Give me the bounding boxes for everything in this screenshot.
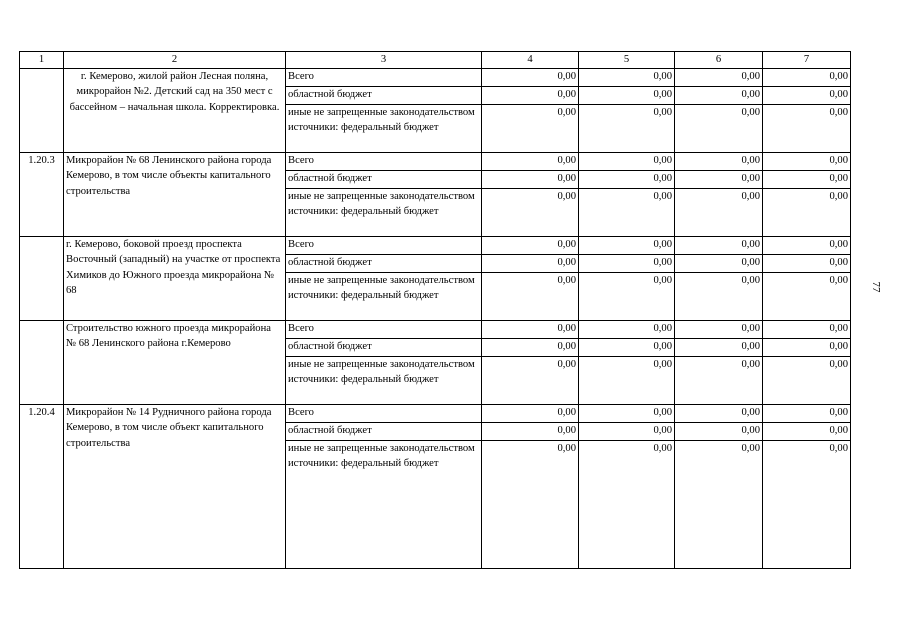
value-cell: 0,00 — [579, 440, 675, 568]
value-cell: 0,00 — [579, 170, 675, 188]
table-row — [20, 320, 851, 338]
column-header: 3 — [286, 52, 482, 69]
value-cell: 0,00 — [675, 170, 763, 188]
value-cell: 0,00 — [763, 104, 851, 152]
item-name: Микрорайон № 68 Ленинского района города Кемерово, в том числе объекты капитального строительства — [64, 152, 286, 236]
value-cell: 0,00 — [579, 320, 675, 338]
value-cell: 0,00 — [763, 236, 851, 254]
item-number — [20, 320, 64, 404]
value-cell: 0,00 — [482, 338, 579, 356]
value-cell: 0,00 — [675, 422, 763, 440]
value-cell: 0,00 — [579, 236, 675, 254]
value-cell: 0,00 — [579, 68, 675, 86]
value-cell: 0,00 — [579, 272, 675, 320]
value-cell: 0,00 — [763, 356, 851, 404]
value-cell: 0,00 — [763, 254, 851, 272]
column-header: 6 — [675, 52, 763, 69]
value-cell: 0,00 — [763, 188, 851, 236]
value-cell: 0,00 — [763, 68, 851, 86]
funding-source: областной бюджет — [286, 338, 482, 356]
value-cell: 0,00 — [763, 86, 851, 104]
funding-source: иные не запрещенные законодательством источники: федеральный бюджет — [286, 188, 482, 236]
funding-source: областной бюджет — [286, 170, 482, 188]
value-cell: 0,00 — [482, 356, 579, 404]
table-header-row — [20, 52, 851, 69]
value-cell: 0,00 — [579, 404, 675, 422]
item-number: 1.20.4 — [20, 404, 64, 568]
item-number — [20, 236, 64, 320]
value-cell: 0,00 — [763, 440, 851, 568]
value-cell: 0,00 — [579, 356, 675, 404]
value-cell: 0,00 — [579, 338, 675, 356]
item-name: г. Кемерово, боковой проезд проспекта Восточный (западный) на участке от проспекта Химиков до Южного проезда микрорайона № 68 — [64, 236, 286, 320]
value-cell: 0,00 — [482, 68, 579, 86]
funding-source: Всего — [286, 404, 482, 422]
funding-source: Всего — [286, 236, 482, 254]
value-cell: 0,00 — [579, 188, 675, 236]
funding-source: Всего — [286, 68, 482, 86]
page-number: 77 — [870, 281, 882, 293]
funding-source: Всего — [286, 152, 482, 170]
value-cell: 0,00 — [482, 152, 579, 170]
item-name: г. Кемерово, жилой район Лесная поляна, микрорайон №2. Детский сад на 350 мест с бассейном – начальная школа. Корректировка. — [64, 68, 286, 152]
value-cell: 0,00 — [579, 152, 675, 170]
value-cell: 0,00 — [675, 104, 763, 152]
value-cell: 0,00 — [763, 320, 851, 338]
value-cell: 0,00 — [763, 272, 851, 320]
column-header: 2 — [64, 52, 286, 69]
funding-source: областной бюджет — [286, 86, 482, 104]
value-cell: 0,00 — [482, 272, 579, 320]
item-number: 1.20.3 — [20, 152, 64, 236]
value-cell: 0,00 — [675, 356, 763, 404]
value-cell: 0,00 — [675, 404, 763, 422]
value-cell: 0,00 — [482, 104, 579, 152]
table-body — [20, 68, 851, 568]
table-row — [20, 68, 851, 86]
column-header: 5 — [579, 52, 675, 69]
value-cell: 0,00 — [675, 254, 763, 272]
value-cell: 0,00 — [482, 320, 579, 338]
value-cell: 0,00 — [675, 188, 763, 236]
funding-source: иные не запрещенные законодательством источники: федеральный бюджет — [286, 272, 482, 320]
value-cell: 0,00 — [482, 404, 579, 422]
item-name: Строительство южного проезда микрорайона № 68 Ленинского района г.Кемерово — [64, 320, 286, 404]
value-cell: 0,00 — [675, 86, 763, 104]
value-cell: 0,00 — [579, 254, 675, 272]
value-cell: 0,00 — [579, 86, 675, 104]
value-cell: 0,00 — [675, 236, 763, 254]
value-cell: 0,00 — [482, 86, 579, 104]
value-cell: 0,00 — [763, 152, 851, 170]
table-row — [20, 404, 851, 422]
column-header: 4 — [482, 52, 579, 69]
item-name: Микрорайон № 14 Рудничного района города Кемерово, в том числе объект капитального строительства — [64, 404, 286, 568]
table-row — [20, 152, 851, 170]
budget-table — [19, 51, 851, 569]
funding-source: иные не запрещенные законодательством источники: федеральный бюджет — [286, 104, 482, 152]
value-cell: 0,00 — [675, 68, 763, 86]
item-number — [20, 68, 64, 152]
value-cell: 0,00 — [675, 272, 763, 320]
value-cell: 0,00 — [579, 422, 675, 440]
value-cell: 0,00 — [675, 440, 763, 568]
value-cell: 0,00 — [482, 422, 579, 440]
funding-source: Всего — [286, 320, 482, 338]
value-cell: 0,00 — [675, 338, 763, 356]
value-cell: 0,00 — [763, 170, 851, 188]
value-cell: 0,00 — [675, 320, 763, 338]
funding-source: иные не запрещенные законодательством источники: федеральный бюджет — [286, 356, 482, 404]
value-cell: 0,00 — [482, 440, 579, 568]
value-cell: 0,00 — [763, 404, 851, 422]
column-header: 1 — [20, 52, 64, 69]
value-cell: 0,00 — [763, 422, 851, 440]
funding-source: иные не запрещенные законодательством источники: федеральный бюджет — [286, 440, 482, 568]
value-cell: 0,00 — [579, 104, 675, 152]
funding-source: областной бюджет — [286, 422, 482, 440]
value-cell: 0,00 — [675, 152, 763, 170]
value-cell: 0,00 — [482, 170, 579, 188]
value-cell: 0,00 — [482, 188, 579, 236]
funding-source: областной бюджет — [286, 254, 482, 272]
table-row — [20, 236, 851, 254]
value-cell: 0,00 — [763, 338, 851, 356]
column-header: 7 — [763, 52, 851, 69]
value-cell: 0,00 — [482, 236, 579, 254]
value-cell: 0,00 — [482, 254, 579, 272]
